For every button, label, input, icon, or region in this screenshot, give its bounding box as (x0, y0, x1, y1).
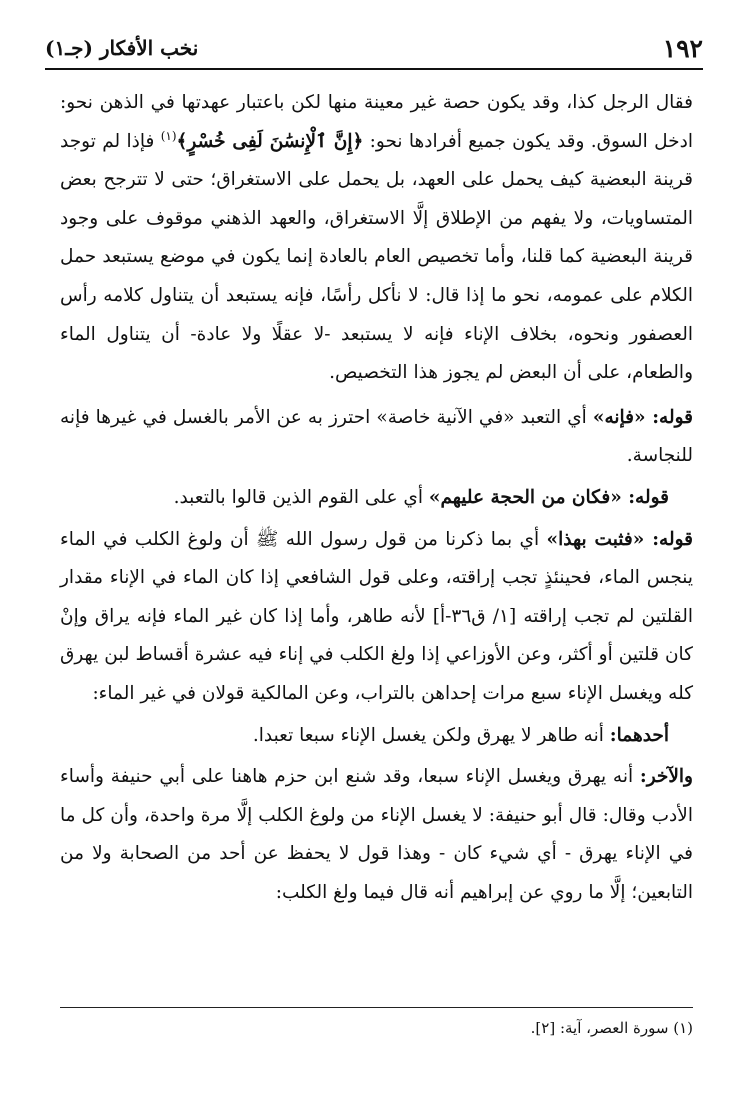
running-header (45, 28, 703, 70)
paragraph-3 (60, 479, 693, 518)
paragraph-5 (60, 717, 693, 756)
paragraph-6-text: أنه يهرق ويغسل الإناء سبعا، وقد شنع ابن حزم هاهنا على أبي حنيفة وأساء الأدب وقال: قال أبو حنيفة: لا يغسل الإناء من ولوغ الكلب إلَّا مرة واحدة، وأن كل ما في الإناء يهرق - أي شيء كان - وهذا قول لا يحفظ عن أحد من الصحابة ولا من التابعين؛ إلَّا ما روي عن إبراهيم أنه قال فيما ولغ الكلب: (60, 766, 693, 903)
paragraph-1-text-b: فإذا لم توجد قرينة البعضية كيف يحمل على العهد، بل يحمل على الاستغراق؛ حتى لا تترجح بعض المتساويات، ولا يفهم من الإطلاق إلَّا الاستغراق، والعهد الذهني موقوف على وجود قرينة البعضية كما قلنا، وأما تخصيص العام بالعادة إنما يكون في موضع يستبعد حمل الكلام على عمومه، نحو ما إذا قال: لا نأكل رأسًا، فإنه يستبعد أن يتناول كلامه رأس العصفور ونحوه، بخلاف الإناء فإنه لا يستبعد -لا عقلًا ولا عادة- أن يتناول الماء والطعام، على أن البعض لم يجوز هذا التخصيص. (60, 130, 693, 384)
paragraph-5-lead: أحدهما: (609, 724, 669, 746)
footnote-1: (١) سورة العصر، آية: [٢]. (530, 1019, 693, 1037)
paragraph-2 (60, 399, 693, 476)
paragraph-1 (60, 84, 693, 393)
page-number: ١٩٢ (662, 33, 703, 63)
paragraph-2-text: أي التعبد «في الآنية خاصة» احترز به عن الأمر بالغسل في غيرها فإنه للنجاسة. (60, 406, 693, 467)
paragraph-6 (60, 758, 693, 912)
paragraph-6-lead: والآخر: (639, 766, 693, 788)
paragraph-5-text: أنه طاهر لا يهرق ولكن يغسل الإناء سبعا تعبدا. (252, 724, 610, 746)
paragraph-3-lead: قوله: «فكان من الحجة عليهم» (428, 486, 669, 508)
paragraph-4 (60, 521, 693, 714)
main-text (60, 84, 693, 912)
footnote-marker[interactable]: (١) (160, 128, 177, 143)
paragraph-4-lead: قوله: «فثبت بهذا» (546, 528, 693, 550)
paragraph-2-lead: قوله: «فإنه» (592, 406, 693, 428)
paragraph-4-text: أي بما ذكرنا من قول رسول الله ﷺ أن ولوغ الكلب في الماء ينجس الماء، فحينئذٍ تجب إراقته، وعلى قول الشافعي إذا كان الماء في الإناء مقدار القلتين لم تجب إراقته [١/ ق٣٦-أ] لأنه طاهر، وأما إذا كان غير الماء فإنه يراق وإنْ كان قلتين أو أكثر، وعن الأوزاعي إذا ولغ الكلب في إناء فيه عشرة أقساط لبن يهرق كله ويغسل الإناء سبع مرات إحداهن بالتراب، وعن المالكية قولان في غير الماء: (60, 528, 694, 704)
footnote-section (60, 1007, 693, 1042)
quran-verse: ﴿إِنَّ ٱلْإِنسَٰنَ لَفِى خُسْرٍ﴾ (176, 130, 364, 152)
paragraph-1-text-a: فقال الرجل كذا، وقد يكون حصة غير معينة منها لكن باعتبار عهدتها في الذهن نحو: ادخل السوق. وقد يكون جميع أفرادها نحو: (60, 92, 693, 152)
paragraph-3-text: أي على القوم الذين قالوا بالتعبد. (173, 486, 429, 508)
book-title: نخب الأفكار (جـ١) (45, 36, 199, 60)
